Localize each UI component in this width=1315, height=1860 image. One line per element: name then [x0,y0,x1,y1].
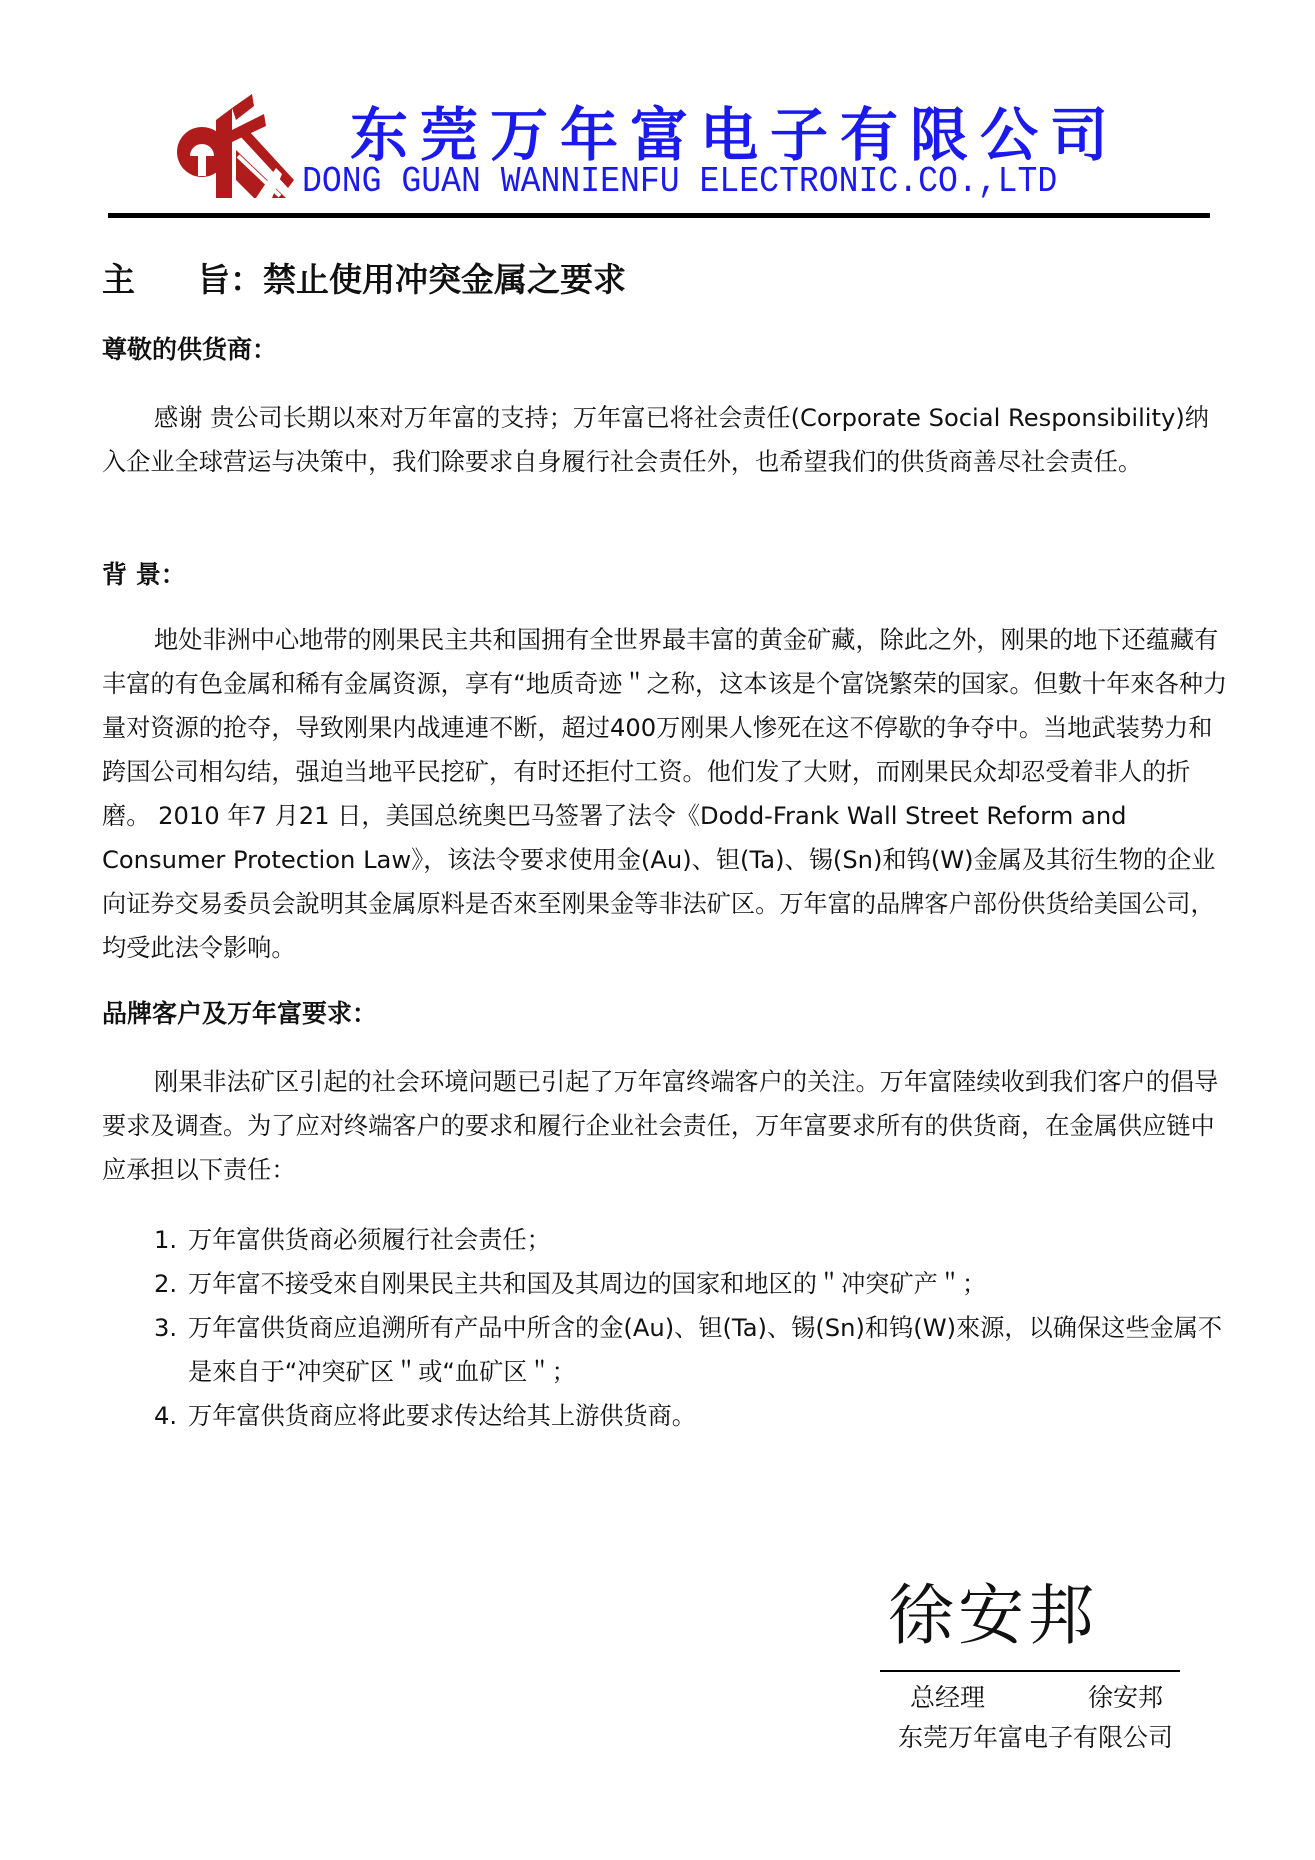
company-name-cn: 东莞万年富电子有限公司 [350,101,1121,169]
list-item-text: 万年富供货商必须履行社会责任； [188,1226,551,1254]
header-divider [108,213,1210,218]
list-item-text: 万年富供货商应将此要求传达给其上游供货商。 [188,1402,696,1430]
list-item-number: 3. [154,1314,178,1342]
signer-company: 东莞万年富电子有限公司 [898,1723,1174,1752]
list-item [154,1262,1234,1306]
handwritten-signature [884,1560,1114,1660]
list-item [154,1394,1234,1438]
subject-text: 禁止使用冲突金属之要求 [263,260,626,299]
signer-title: 总经理 [910,1683,986,1712]
signature-block [880,1560,1210,1840]
requirements-paragraph: 刚果非法矿区引起的社会环境问题已引起了万年富终端客户的关注。万年富陸续收到我们客户的倡导要求及调查。为了应对终端客户的要求和履行企业社会责任，万年富要求所有的供货商，在金属供应链中应承担以下责任： [102,1068,1219,1184]
wnf-logo-icon [176,90,300,198]
subject-line [102,254,626,301]
subject-label-second: 旨： [197,260,263,299]
list-item-number: 1. [154,1226,178,1254]
list-item-text: 万年富不接受來自刚果民主共和国及其周边的国家和地区的＂冲突矿产＂； [188,1270,987,1298]
requirements-heading: 品牌客户及万年富要求： [102,999,378,1028]
subject-label-first: 主 [102,260,135,299]
list-item [154,1306,1234,1394]
signature-line [880,1670,1180,1672]
list-item-number: 2. [154,1270,178,1298]
background-paragraph: 地处非洲中心地带的刚果民主共和国拥有全世界最丰富的黄金矿藏，除此之外，刚果的地下还蕴藏有丰富的有色金属和稀有金属资源，享有“地质奇迹＂之称，这本该是个富饶繁荣的国家。但數十年來各种力量对资源的抢夺，导致刚果内战連連不断，超过400万刚果人惨死在这不停歇的争夺中。当地武装势力和跨国公司相勾结，强迫当地平民挖矿，有时还拒付工资。他们发了大财，而刚果民众却忍受着非人的折磨。 2010 年7 月21 日，美国总统奥巴马签署了法令《Dodd-Frank Wall Street Reform and Consumer Protection Law》，该法令要求使用金(Au)、钽(Ta)、锡(Sn)和钨(W)金属及其衍生物的企业向证券交易委员会說明其金属原料是否來至刚果金等非法矿区。万年富的品牌客户部份供货给美国公司，均受此法令影响。 [102,626,1228,962]
background-heading: 背 景： [102,560,186,589]
list-item-number: 4. [154,1402,178,1430]
intro-paragraph: 感谢 贵公司长期以來对万年富的支持；万年富已将社会责任(Corporate Social Responsibility)纳入企业全球营运与决策中，我们除要求自身履行社会责任外，也希望我们的供货商善尽社会责任。 [102,404,1209,476]
salutation: 尊敬的供货商： [102,335,278,364]
company-name-en: DONG GUAN WANNIENFU ELECTRONIC.CO.,LTD [302,161,1058,202]
list-item [154,1218,1234,1262]
signer-name: 徐安邦 [1088,1683,1164,1712]
requirements-list [154,1218,1234,1438]
svg-text:徐安邦: 徐安邦 [888,1577,1098,1654]
list-item-text: 万年富供货商应追溯所有产品中所含的金(Au)、钽(Ta)、锡(Sn)和钨(W)來源，以确保这些金属不是來自于“冲突矿区＂或“血矿区＂； [188,1314,1223,1386]
